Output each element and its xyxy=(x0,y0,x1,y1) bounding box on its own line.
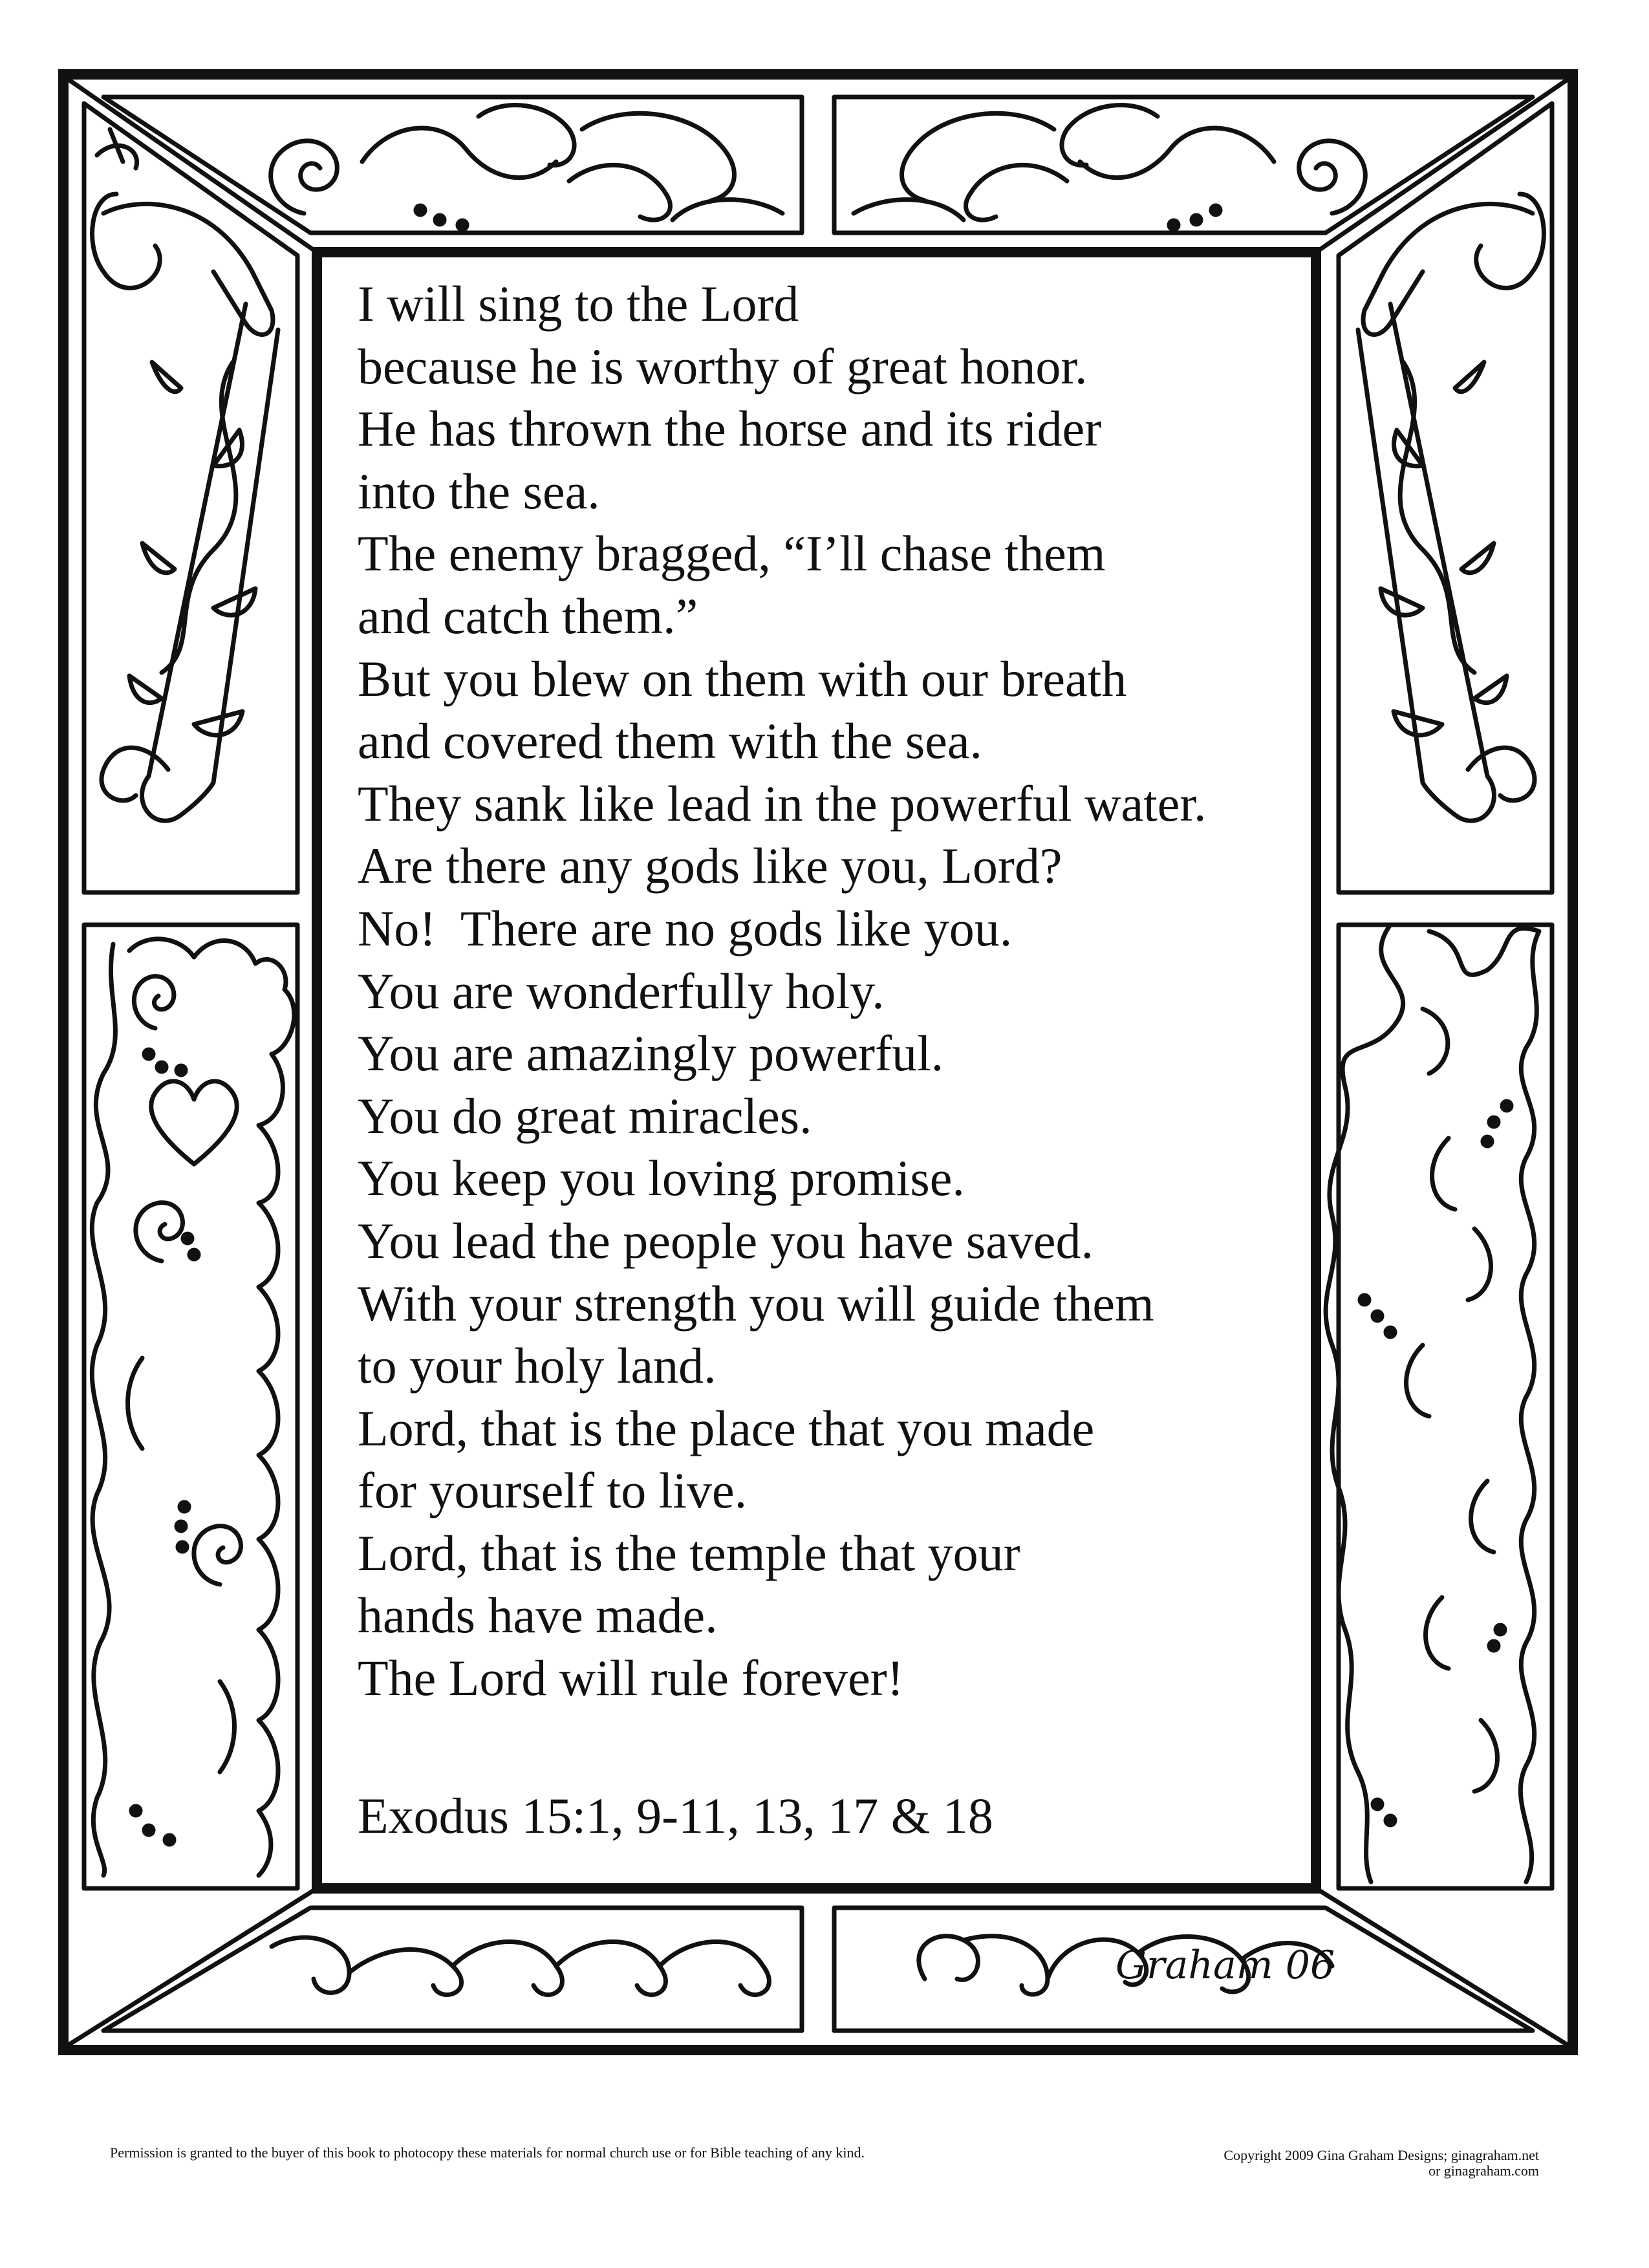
copyright-line: Copyright 2009 Gina Graham Designs; ginagraham.net xyxy=(1223,2147,1539,2163)
verse-line: Are there any gods like you, Lord? xyxy=(358,837,1062,894)
vine-icon xyxy=(1358,194,1544,821)
scroll-swirl-icon xyxy=(271,105,782,230)
verse-line: With your strength you will guide them xyxy=(358,1275,1154,1332)
scripture-reference: Exodus 15:1, 9-11, 13, 17 & 18 xyxy=(358,1787,993,1844)
verse-line: I will sing to the Lord xyxy=(358,275,799,332)
verse-line: They sank like lead in the powerful water. xyxy=(358,775,1207,832)
scroll-swirl-icon xyxy=(854,105,1365,230)
verse-line: You lead the people you have saved. xyxy=(358,1212,1094,1269)
vine-icon xyxy=(92,129,278,821)
verse-line: The enemy bragged, “I’ll chase them xyxy=(358,525,1106,582)
copyright-line: or ginagraham.com xyxy=(1428,2163,1539,2179)
verse-line: He has thrown the horse and its rider xyxy=(358,400,1102,457)
verse-line: to your holy land. xyxy=(358,1337,717,1394)
copyright-notice xyxy=(1177,2148,1539,2179)
verse-line: You keep you loving promise. xyxy=(358,1150,965,1207)
verse-line: Lord, that is the place that you made xyxy=(358,1399,1095,1456)
verse-line: You are amazingly powerful. xyxy=(358,1025,944,1082)
flame-icon xyxy=(1326,925,1539,1882)
verse-line: No! There are no gods like you. xyxy=(358,900,1013,956)
verse-line: Lord, that is the temple that your xyxy=(358,1524,1020,1581)
verse-line: and catch them.” xyxy=(358,587,698,644)
verse-line: for yourself to live. xyxy=(358,1462,748,1519)
verse-line: The Lord will rule forever! xyxy=(358,1650,904,1707)
verse-line: But you blew on them with our breath xyxy=(358,650,1127,707)
verse-line: and covered them with the sea. xyxy=(358,713,982,770)
verse-line: You are wonderfully holy. xyxy=(358,962,885,1019)
verse-line: because he is worthy of great honor. xyxy=(358,338,1088,394)
permission-notice: Permission is granted to the buyer of this book to photocopy these materials for normal church use or for Bible teaching of any kind. xyxy=(110,2144,865,2161)
cloud-swirl-icon xyxy=(92,939,294,1875)
verse-line: You do great miracles. xyxy=(358,1087,812,1144)
verse-line: into the sea. xyxy=(358,462,600,519)
artist-signature: Graham 06 xyxy=(1116,1943,1335,1988)
heart-icon xyxy=(151,1081,237,1164)
verse-text xyxy=(358,273,1302,1710)
verse-line: hands have made. xyxy=(358,1587,718,1644)
